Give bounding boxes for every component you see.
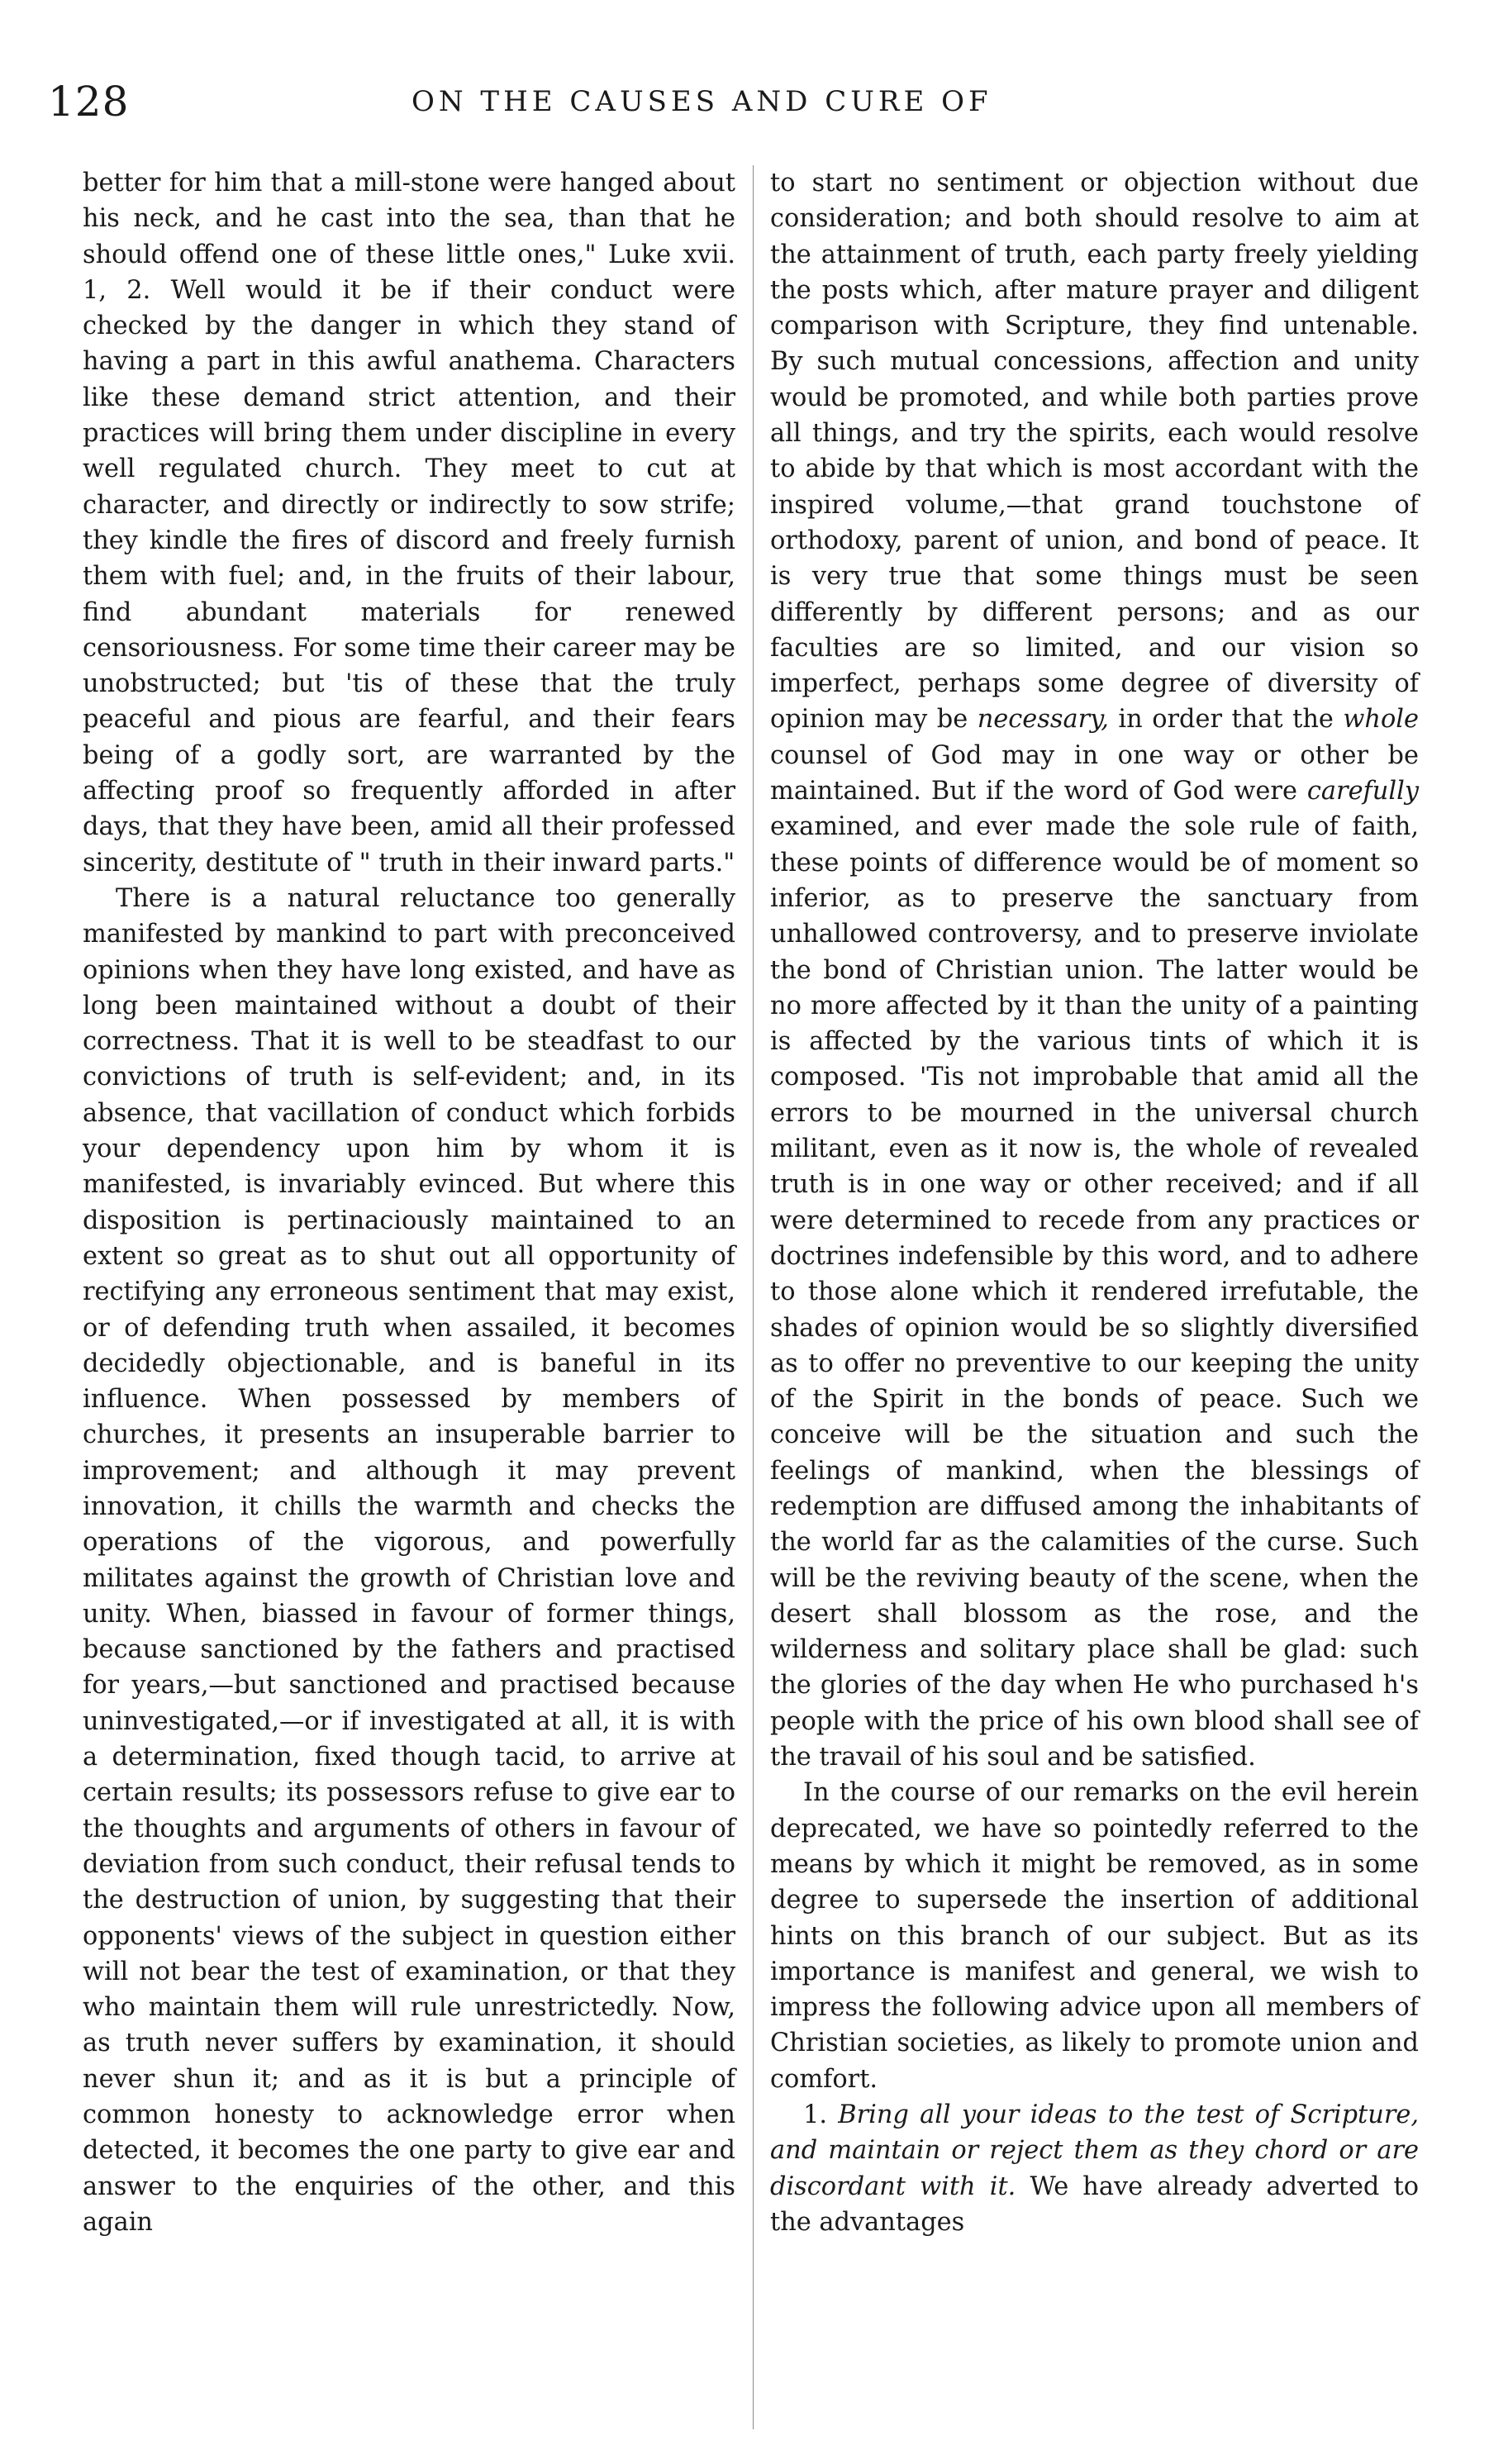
right-p1-italic-whole: whole (1343, 705, 1419, 735)
running-title: ON THE CAUSES AND CURE OF (411, 85, 992, 118)
right-p1-italic-carefully: carefully (1306, 777, 1419, 806)
right-p1-text-d: examined, and ever made the sole rule of faith, these points of difference would be of moment so inferior, as to preserve the sanctuary from unhallowed controversy, and to preserve inviolate the bond of Christian union. The latter would be no more affected by it than the unity of a painting is affected by the various tints of which it is composed. 'Tis not improbable that amid all the errors to be mourned in the universal church militant, even as it now is, the whole of revealed truth is in one way or other received; and if all were determined to recede from any practices or doctrines indefensible by this word, and to adhere to those alone which it rendered irrefutable, the shades of opinion would be so slightly diversified as to offer no preventive to our keeping the unity of the Spirit in the bonds of peace. Such we conceive will be the situation and such the feelings of mankind, when the blessings of redemption are diffused among the inhabitants of the world far as the calamities of the curse. Such will be the reviving beauty of the scene, when the desert shall blossom as the rose, and the wilderness and solitary place shall be glad: such the glories of the day when He who purchased h's people with the price of his own blood shall see of the travail of his soul and be satisfied. (770, 812, 1419, 1772)
right-paragraph-3 (770, 2097, 1419, 2240)
right-p1-text-c: counsel of God may in one way or other be maintained. But if the word of God were (770, 740, 1419, 806)
left-paragraph-1: better for him that a mill-stone were hanged about his neck, and he cast into the sea, than that he should offend one of these little ones," Luke xvii. 1, 2. Well would it be if their conduct were checked by the danger in which they stand of having a part in this awful anathema. Characters like these demand strict attention, and their practices will bring them under discipline in every well regulated church. They meet to cut at character, and directly or indirectly to sow strife; they kindle the fires of discord and freely furnish them with fuel; and, in the fruits of their labour, find abundant materials for renewed censoriousness. For some time their career may be unobstructed; but 'tis of these that the truly peaceful and pious are fearful, and their fears being of a godly sort, are warranted by the affecting proof so frequently afforded in after days, that they have been, amid all their professed sincerity, destitute of " truth in their inward parts." (83, 169, 735, 878)
running-head (48, 73, 1106, 131)
right-p3-number: 1. (803, 2100, 839, 2130)
right-paragraph-1 (770, 165, 1419, 1775)
right-p3-italic-advice: Bring all your ideas to the test of Scripture, and maintain or reject them as they chord or are discordant with it. (770, 2100, 1420, 2201)
page-number: 128 (48, 78, 130, 126)
left-column (83, 165, 735, 2240)
right-p1-text-b: in order that the (1108, 705, 1334, 735)
right-paragraph-2: In the course of our remarks on the evil herein deprecated, we have so pointedly referred to the means by which it might be removed, as in some degree to supersede the insertion of additional hints on this branch of our subject. But as its importance is manifest and general, we wish to impress the following advice upon all members of Christian societies, as likely to promote union and comfort. (770, 1778, 1419, 2094)
right-p3-text: We have already adverted to the advantages (770, 2171, 1420, 2237)
right-column (770, 165, 1419, 2240)
left-paragraph-2: There is a natural reluctance too generally manifested by mankind to part with preconceived opinions when they have long existed, and have as long been maintained without a doubt of their correctness. That it is well to be steadfast to our convictions of truth is self-evident; and, in its absence, that vacillation of conduct which forbids your dependency upon him by whom it is manifested, is invariably evinced. But where this disposition is pertinaciously maintained to an extent so great as to shut out all opportunity of rectifying any erroneous sentiment that may exist, or of defending truth when assailed, it becomes decidedly objectionable, and is baneful in its influence. When possessed by members of churches, it presents an insuperable barrier to improvement; and although it may prevent innovation, it chills the warmth and checks the operations of the vigorous, and powerfully militates against the growth of Christian love and unity. When, biassed in favour of former things, because sanctioned by the fathers and practised for years,—but sanctioned and practised because uninvestigated,—or if investigated at all, it is with a determination, fixed though tacid, to arrive at certain results; its possessors refuse to give ear to the thoughts and arguments of others in favour of deviation from such conduct, their refusal tends to the destruction of union, by suggesting that their opponents' views of the subject in question either will not bear the test of examination, or that they who maintain them will rule unrestrictedly. Now, as truth never suffers by examination, it should never shun it; and as it is but a principle of common honesty to acknowledge error when detected, it becomes the one party to give ear and answer to the enquiries of the other, and this again (83, 883, 735, 2237)
right-p1-text-a: to start no sentiment or objection without due consideration; and both should resolve to aim at the attainment of truth, each party freely yielding the posts which, after mature prayer and diligent comparison with Scripture, they find untenable. By such mutual concessions, affection and unity would be promoted, and while both parties prove all things, and try the spirits, each would resolve to abide by that which is most accordant with the inspired volume,—that grand touchstone of orthodoxy, parent of union, and bond of peace. It is very true that some things must be seen differently by different persons; and as our faculties are so limited, and our vision so imperfect, perhaps some degree of diversity of opinion may be (770, 169, 1419, 735)
column-divider (753, 165, 754, 2429)
right-p1-italic-necessary: necessary, (977, 705, 1109, 735)
